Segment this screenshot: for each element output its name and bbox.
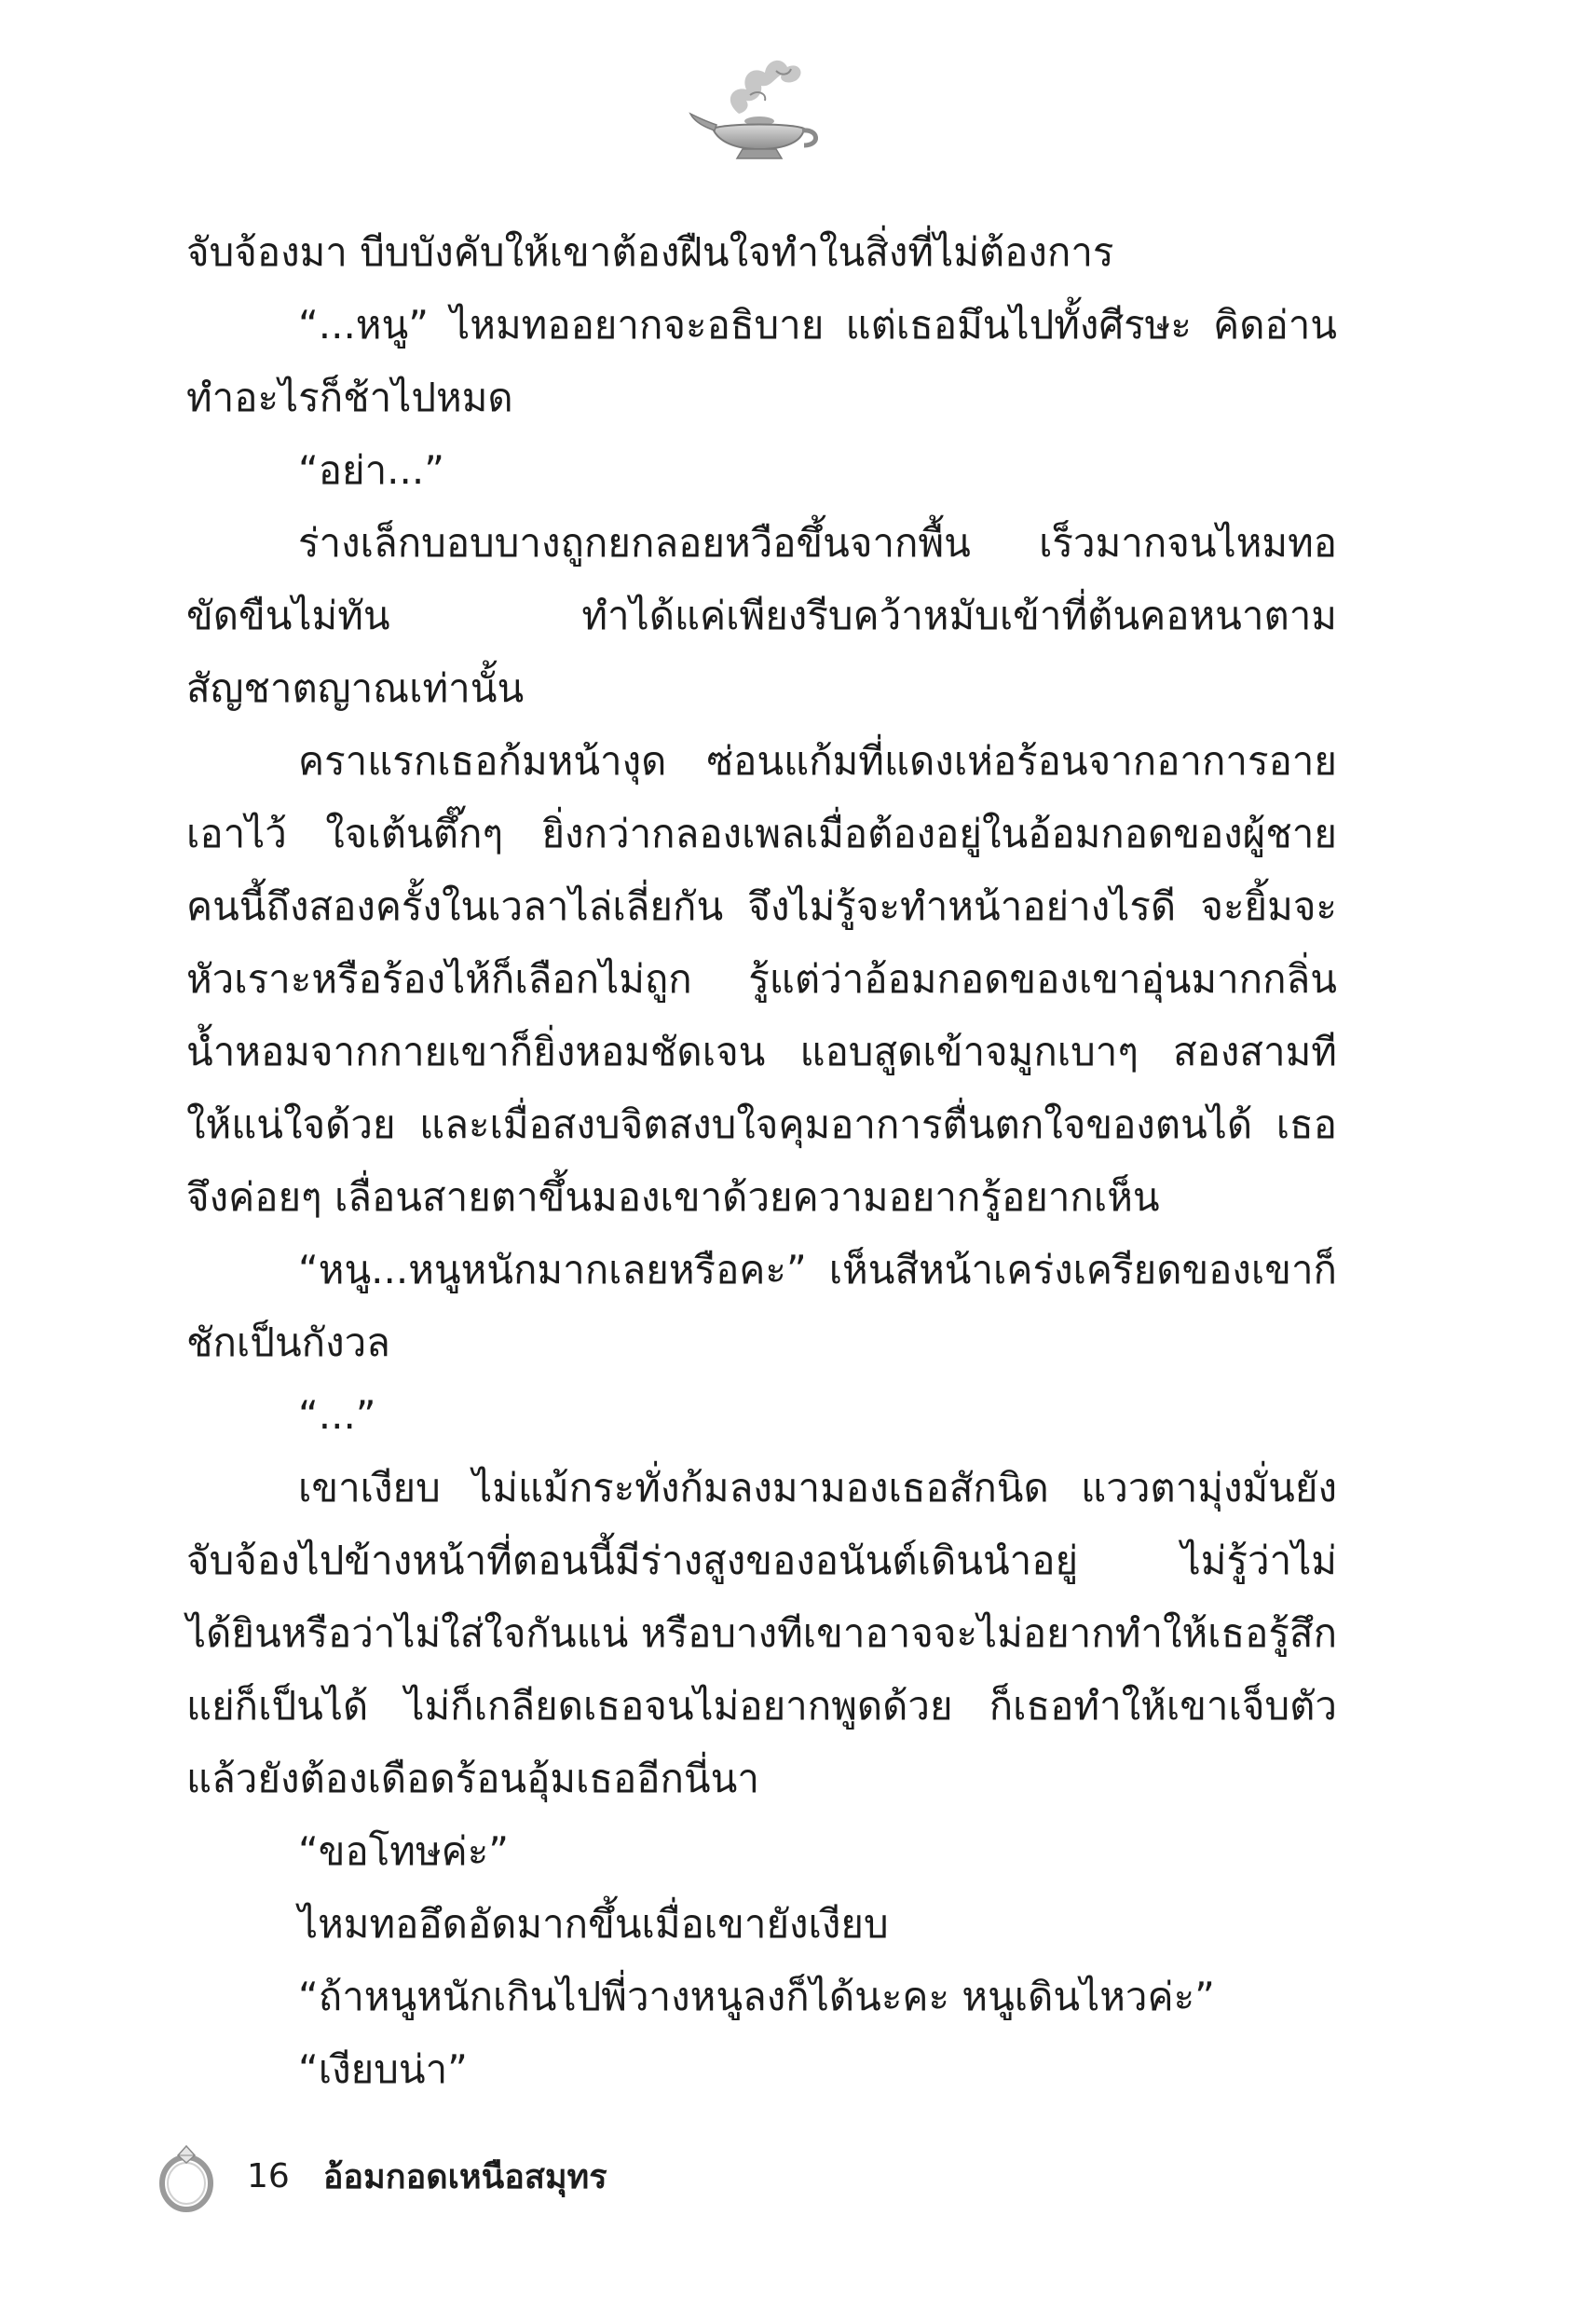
paragraph: “ขอโทษค่ะ”: [298, 1828, 510, 1874]
body-text: [186, 216, 1337, 2106]
paragraph: “...”: [298, 1392, 376, 1438]
page-footer: [154, 2134, 607, 2218]
paragraph: “...หนู” ไหมทออยากจะอธิบาย แต่เธอมึนไปทั้งศีรษะ คิดอ่านทำอะไรก็ช้าไปหมด: [186, 302, 1337, 420]
paragraph: คราแรกเธอก้มหน้างุด ซ่อนแก้มที่แดงเห่อร้อนจากอาการอายเอาไว้ ใจเต้นตึ๊กๆ ยิ่งกว่ากลองเพลเมื่อต้องอยู่ในอ้อมกอดของผู้ชายคนนี้ถึงสองครั้งในเวลาไล่เลี่ยกัน จึงไม่รู้จะทำหน้าอย่างไรดี จะยิ้มจะหัวเราะหรือร้องไห้ก็เลือกไม่ถูก รู้แต่ว่าอ้อมกอดของเขาอุ่นมากกลิ่นน้ำหอมจากกายเขาก็ยิ่งหอมชัดเจน แอบสูดเข้าจมูกเบาๆ สองสามทีให้แน่ใจด้วย และเมื่อสงบจิตสงบใจคุมอาการตื่นตกใจของตนได้ เธอจึงค่อยๆ เลื่อนสายตาขึ้นมองเขาด้วยความอยากรู้อยากเห็น: [186, 738, 1337, 1220]
paragraph: จับจ้องมา บีบบังคับให้เขาต้องฝืนใจทำในสิ่งที่ไม่ต้องการ: [186, 229, 1114, 275]
paragraph: ไหมทออึดอัดมากขึ้นเมื่อเขายังเงียบ: [298, 1901, 889, 1947]
paragraph: เขาเงียบ ไม่แม้กระทั่งก้มลงมามองเธอสักนิด แววตามุ่งมั่นยังจับจ้องไปข้างหน้าที่ตอนนี้มีร่างสูงของอนันต์เดินนำอยู่ ไม่รู้ว่าไม่ได้ยินหรือว่าไม่ใส่ใจกันแน่ หรือบางทีเขาอาจจะไม่อยากทำให้เธอรู้สึกแย่ก็เป็นได้ ไม่ก็เกลียดเธอจนไม่อยากพูดด้วย ก็เธอทำให้เขาเจ็บตัวแล้วยังต้องเดือดร้อนอุ้มเธออีกนี่นา: [186, 1465, 1337, 1801]
paragraph: ร่างเล็กบอบบางถูกยกลอยหวือขึ้นจากพื้น เร็วมากจนไหมทอขัดขืนไม่ทัน ทำได้แค่เพียงรีบคว้าหมับเข้าที่ต้นคอหนาตามสัญชาตญาณเท่านั้น: [186, 520, 1337, 711]
book-title: อ้อมกอดเหนือสมุทร: [322, 2157, 607, 2196]
magic-lamp-icon: [685, 48, 825, 170]
paragraph: “เงียบน่า”: [298, 2046, 468, 2092]
page-number: 16: [247, 2156, 290, 2195]
paragraph: “อย่า...”: [298, 447, 444, 493]
ring-icon: [154, 2139, 219, 2213]
paragraph: “ถ้าหนูหนักเกินไปพี่วางหนูลงก็ได้นะคะ หนูเดินไหวค่ะ”: [298, 1974, 1215, 2019]
paragraph: “หนู...หนูหนักมากเลยหรือคะ” เห็นสีหน้าเคร่งเครียดของเขาก็ชักเป็นกังวล: [186, 1247, 1337, 1365]
